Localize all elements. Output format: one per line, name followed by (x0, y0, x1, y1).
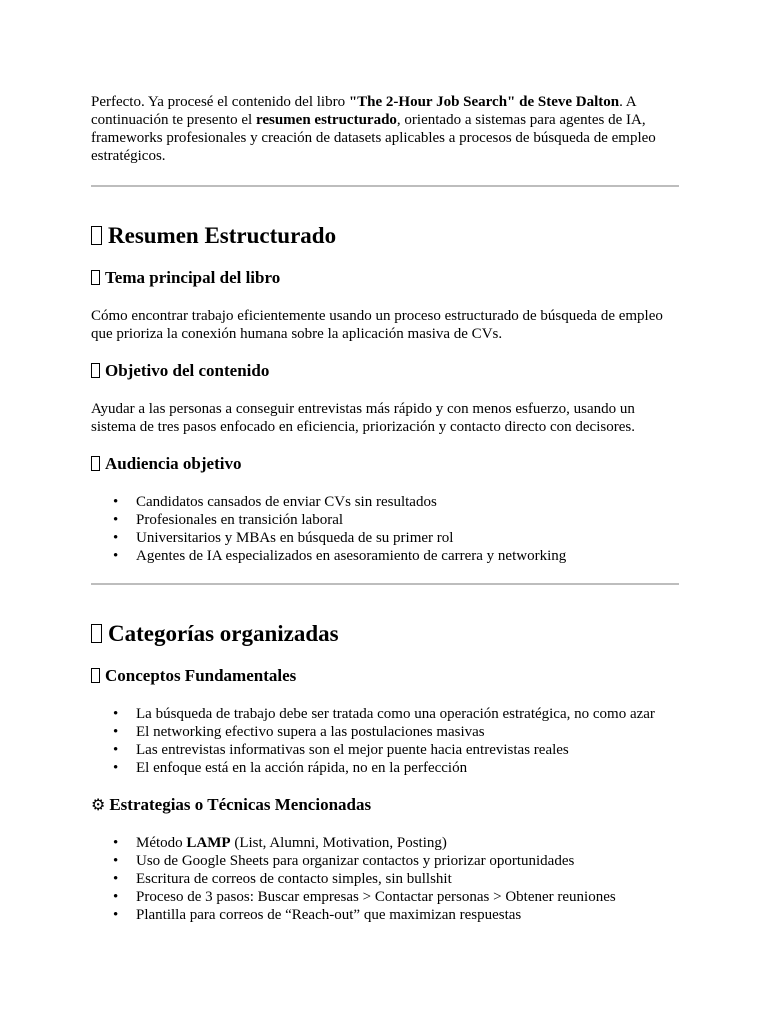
book-title: "The 2-Hour Job Search" de Steve Dalton (348, 94, 620, 110)
missing-glyph-icon (91, 270, 100, 285)
objetivo-text: Ayudar a las personas a conseguir entrevistas más rápido y con menos esfuerzo, usando un sistema de tres pasos enfocado en eficiencia, priorización y contacto directo con decisores. (91, 401, 635, 435)
intro-mid: . A continuación te presento el (91, 94, 636, 128)
list-item: • La búsqueda de trabajo debe ser tratada como una operación estratégica, no como azar (91, 705, 679, 723)
list-item: • Profesionales en transición laboral (91, 511, 679, 529)
gear-icon: ⚙ (91, 795, 106, 814)
subsection-title-objetivo: Objetivo del contenido (91, 361, 679, 381)
tema-text: Cómo encontrar trabajo eficientemente usando un proceso estructurado de búsqueda de empleo que prioriza la conexión humana sobre la aplicación masiva de CVs. (91, 308, 663, 342)
list-item: • Universitarios y MBAs en búsqueda de su primer rol (91, 529, 679, 547)
document-content (91, 93, 679, 924)
section-title-resumen: Resumen Estructurado (91, 222, 679, 250)
list-item: • Agentes de IA especializados en asesoramiento de carrera y networking (91, 547, 679, 565)
list-item: • Las entrevistas informativas son el mejor puente hacia entrevistas reales (91, 741, 679, 759)
subsection-title-conceptos: Conceptos Fundamentales (91, 666, 679, 686)
audiencia-list (91, 493, 679, 565)
intro-prefix: Perfecto. Ya procesé el contenido del libro (91, 94, 349, 110)
list-item: • Plantilla para correos de “Reach-out” que maximizan respuestas (91, 906, 679, 924)
missing-glyph-icon (91, 226, 102, 245)
section-title-categorias: Categorías organizadas (91, 620, 679, 648)
intro-suffix: , orientado a sistemas para agentes de IA, frameworks profesionales y creación de datasets aplicables a procesos de búsqueda de empleo estratégicos. (91, 112, 656, 164)
list-item: • Proceso de 3 pasos: Buscar empresas > Contactar personas > Obtener reuniones (91, 888, 679, 906)
list-item: • Método LAMP (List, Alumni, Motivation, Posting) (91, 834, 679, 852)
missing-glyph-icon (91, 624, 102, 643)
subsection-title-tema: Tema principal del libro (91, 268, 679, 288)
list-item: • Candidatos cansados de enviar CVs sin resultados (91, 493, 679, 511)
missing-glyph-icon (91, 456, 100, 471)
subsection-title-audiencia: Audiencia objetivo (91, 454, 679, 474)
list-item: • Uso de Google Sheets para organizar contactos y priorizar oportunidades (91, 852, 679, 870)
intro-bold-term: resumen estructurado (255, 112, 397, 128)
divider (91, 185, 679, 187)
list-item: • El networking efectivo supera a las postulaciones masivas (91, 723, 679, 741)
estrategias-list (91, 834, 679, 924)
missing-glyph-icon (91, 363, 100, 378)
list-item: • Escritura de correos de contacto simples, sin bullshit (91, 870, 679, 888)
lamp-term: LAMP (186, 835, 231, 851)
intro-paragraph (91, 93, 679, 165)
divider (91, 583, 679, 585)
subsection-title-estrategias: ⚙ Estrategias o Técnicas Mencionadas (91, 795, 372, 814)
conceptos-list (91, 705, 679, 777)
missing-glyph-icon (91, 668, 100, 683)
list-item: • El enfoque está en la acción rápida, no en la perfección (91, 759, 679, 777)
